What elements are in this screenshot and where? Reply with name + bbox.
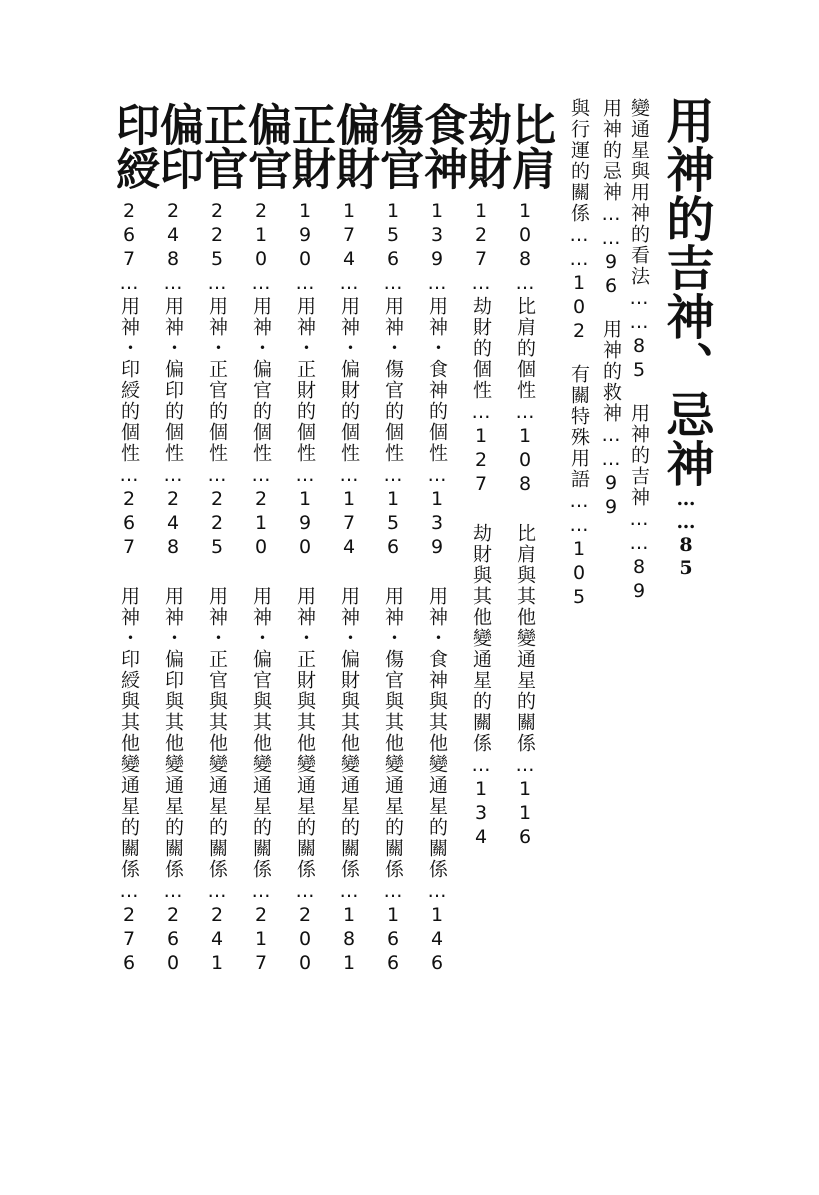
entry-label: 劫財與其他變通星的關係 (470, 523, 492, 754)
leader-dots: …… (628, 508, 650, 556)
section-entry (628, 98, 650, 604)
entry-label: 比肩與其他變通星的關係 (514, 523, 536, 754)
chapter-entry (162, 200, 184, 976)
leader-dots: … (382, 464, 404, 488)
page-number: 134 (470, 778, 492, 850)
leader-dots: … (426, 880, 448, 904)
page-number: 174 (338, 488, 360, 560)
leader-dots: …… (568, 224, 590, 272)
entry-label: 用神・印綬的個性 (118, 296, 140, 464)
leader-dots: … (338, 272, 360, 296)
leader-dots: … (206, 272, 228, 296)
leader-dots: … (514, 272, 536, 296)
leader-dots: … (162, 880, 184, 904)
entry-label: 用神・正官與其他變通星的關係 (206, 586, 228, 880)
entry-label: 用神・偏官的個性 (250, 296, 272, 464)
leader-dots: …… (600, 203, 622, 251)
leader-dots: …… (675, 488, 697, 534)
entry-label: 用神・偏印與其他變通星的關係 (162, 586, 184, 880)
chapter-entry (382, 200, 404, 976)
chapter-entry (250, 200, 272, 976)
chapter-entry (118, 200, 140, 976)
leader-dots: … (470, 401, 492, 425)
entry-label: 用神・偏印的個性 (162, 296, 184, 464)
chapter-title: 比肩 (504, 102, 555, 190)
section-entry (600, 98, 622, 520)
leader-dots: … (162, 272, 184, 296)
leader-dots: … (382, 272, 404, 296)
section-title-text: 用神的吉神、忌神 (658, 96, 714, 488)
page-number: 96 (600, 251, 622, 299)
leader-dots: … (118, 880, 140, 904)
page-number: 116 (514, 778, 536, 850)
page-number: 99 (600, 472, 622, 520)
leader-dots: … (162, 464, 184, 488)
leader-dots: … (514, 401, 536, 425)
leader-dots: … (206, 880, 228, 904)
chapter-entry (294, 200, 316, 976)
section-title (658, 96, 714, 580)
page-number: 146 (426, 904, 448, 976)
page-number: 166 (382, 904, 404, 976)
leader-dots: … (470, 272, 492, 296)
leader-dots: … (426, 272, 448, 296)
page-number: 139 (426, 200, 448, 272)
leader-dots: … (118, 464, 140, 488)
entry-label: 用神・偏財與其他變通星的關係 (338, 586, 360, 880)
entry-label: 用神・傷官與其他變通星的關係 (382, 586, 404, 880)
page-number: 127 (470, 425, 492, 497)
entry-label: 用神・食神的個性 (426, 296, 448, 464)
page-number: 127 (470, 200, 492, 272)
section-entry (568, 98, 590, 610)
page-number: 190 (294, 200, 316, 272)
entry-label: 比肩的個性 (514, 296, 536, 401)
chapter-entry (514, 200, 536, 850)
leader-dots: … (338, 880, 360, 904)
page-number: 210 (250, 488, 272, 560)
entry-label: 用神・印綬與其他變通星的關係 (118, 586, 140, 880)
entry-label: 用神・傷官的個性 (382, 296, 404, 464)
entry-label: 用神的救神 (600, 319, 622, 424)
leader-dots: … (338, 464, 360, 488)
page-number: 248 (162, 200, 184, 272)
leader-dots: … (250, 272, 272, 296)
chapter-title: 傷官 (372, 102, 423, 190)
page-number: 156 (382, 488, 404, 560)
chapter-title: 偏財 (328, 102, 379, 190)
chapter-title: 正財 (284, 102, 335, 190)
entry-label: 劫財的個性 (470, 296, 492, 401)
page-number: 139 (426, 488, 448, 560)
page-number: 276 (118, 904, 140, 976)
entry-label: 用神・食神與其他變通星的關係 (426, 586, 448, 880)
chapter-title: 印綬 (108, 102, 159, 190)
leader-dots: … (250, 464, 272, 488)
leader-dots: … (514, 754, 536, 778)
leader-dots: … (470, 754, 492, 778)
leader-dots: … (250, 880, 272, 904)
page-number: 225 (206, 200, 228, 272)
page-number: 85 (628, 335, 650, 383)
chapter-entry (206, 200, 228, 976)
entry-label: 與行運的關係 (568, 98, 590, 224)
entry-label: 用神・偏官與其他變通星的關係 (250, 586, 272, 880)
page-number: 156 (382, 200, 404, 272)
chapter-entry (426, 200, 448, 976)
leader-dots: … (118, 272, 140, 296)
leader-dots: …… (600, 424, 622, 472)
leader-dots: …… (628, 287, 650, 335)
page-number: 267 (118, 200, 140, 272)
page-number: 210 (250, 200, 272, 272)
chapter-title: 偏官 (240, 102, 291, 190)
page-number: 108 (514, 425, 536, 497)
chapter-entry (470, 200, 492, 850)
leader-dots: … (206, 464, 228, 488)
page-number: 174 (338, 200, 360, 272)
page-number: 108 (514, 200, 536, 272)
page-number: 181 (338, 904, 360, 976)
page-number: 200 (294, 904, 316, 976)
page-number: 241 (206, 904, 228, 976)
entry-label: 用神的忌神 (600, 98, 622, 203)
leader-dots: … (426, 464, 448, 488)
leader-dots: … (294, 880, 316, 904)
chapter-entry (338, 200, 360, 976)
chapter-title: 偏印 (152, 102, 203, 190)
leader-dots: … (294, 272, 316, 296)
page-number: 89 (628, 556, 650, 604)
entry-label: 有關特殊用語 (568, 364, 590, 490)
page-number: 248 (162, 488, 184, 560)
entry-label: 用神・正財與其他變通星的關係 (294, 586, 316, 880)
entry-label: 用神・正官的個性 (206, 296, 228, 464)
leader-dots: … (382, 880, 404, 904)
chapter-title: 食神 (416, 102, 467, 190)
chapter-title: 劫財 (460, 102, 511, 190)
entry-label: 用神・正財的個性 (294, 296, 316, 464)
page-number: 267 (118, 488, 140, 560)
leader-dots: …… (568, 490, 590, 538)
page-number: 217 (250, 904, 272, 976)
chapter-title: 正官 (196, 102, 247, 190)
page-number: 190 (294, 488, 316, 560)
entry-label: 用神的吉神 (628, 403, 650, 508)
page-number: 85 (675, 534, 697, 580)
page-number: 102 (568, 272, 590, 344)
page-number: 260 (162, 904, 184, 976)
leader-dots: … (294, 464, 316, 488)
entry-label: 用神・偏財的個性 (338, 296, 360, 464)
page-number: 225 (206, 488, 228, 560)
entry-label: 變通星與用神的看法 (628, 98, 650, 287)
page-number: 105 (568, 538, 590, 610)
